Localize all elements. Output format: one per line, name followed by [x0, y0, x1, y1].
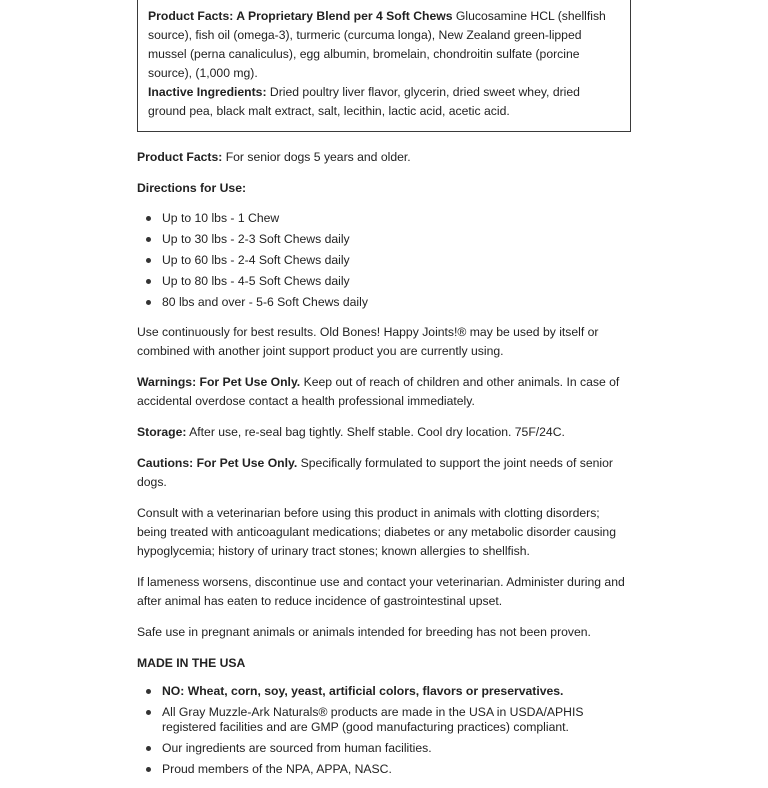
cautions-label: Cautions: For Pet Use Only. — [137, 456, 298, 470]
list-item: 80 lbs and over - 5-6 Soft Chews daily — [137, 293, 631, 312]
no-ingredients-text: NO: Wheat, corn, soy, yeast, artificial colors, flavors or preservatives. — [162, 684, 564, 698]
list-item: Our ingredients are sourced from human facilities. — [137, 741, 631, 756]
directions-heading: Directions for Use: — [137, 181, 247, 195]
ingredients-facts-box — [137, 0, 631, 132]
lameness-paragraph: If lameness worsens, discontinue use and contact your veterinarian. Administer during and after animal has eaten to reduce incidence of gastrointestinal upset. — [137, 575, 625, 608]
cautions-text: Specifically formulated to support the joint needs of senior dogs. — [137, 456, 613, 489]
list-item — [137, 684, 631, 699]
storage-text: After use, re-seal bag tightly. Shelf stable. Cool dry location. 75F/24C. — [186, 425, 565, 439]
storage-paragraph — [137, 423, 631, 442]
safe-use-paragraph: Safe use in pregnant animals or animals intended for breeding has not been proven. — [137, 625, 591, 639]
inactive-ingredients-label: Inactive Ingredients: — [148, 85, 267, 99]
warnings-label: Warnings: For Pet Use Only. — [137, 375, 301, 389]
inactive-ingredients-text: Dried poultry liver flavor, glycerin, dried sweet whey, dried ground pea, black malt extract, salt, lecithin, lactic acid, acetic acid. — [148, 85, 580, 118]
inactive-ingredients-paragraph — [148, 83, 620, 121]
list-item: Proud members of the NPA, APPA, NASC. — [137, 762, 631, 777]
storage-label: Storage: — [137, 425, 187, 439]
made-in-usa-list — [137, 684, 631, 777]
made-in-usa-heading: MADE IN THE USA — [137, 656, 246, 670]
list-item: All Gray Muzzle-Ark Naturals® products are made in the USA in USDA/APHIS registered facilities and are GMP (good manufacturing practices) compliant. — [137, 705, 631, 735]
list-item: Up to 60 lbs - 2-4 Soft Chews daily — [137, 251, 631, 270]
proprietary-blend-label: Product Facts: A Proprietary Blend per 4 Soft Chews — [148, 9, 453, 23]
proprietary-blend-text: Glucosamine HCL (shellfish source), fish oil (omega-3), turmeric (curcuma longa), New Zealand green-lipped mussel (perna canaliculus), egg albumin, bromelain, chondroitin sulfate (porcine source), (1,000 mg). — [148, 9, 606, 80]
warnings-text: Keep out of reach of children and other animals. In case of accidental overdose contact a health professional immediately. — [137, 375, 620, 408]
warnings-paragraph — [137, 373, 631, 411]
directions-list — [137, 209, 631, 312]
list-item: Up to 10 lbs - 1 Chew — [137, 209, 631, 228]
use-continuously-paragraph: Use continuously for best results. Old Bones! Happy Joints!® may be used by itself or combined with another joint support product you are currently using. — [137, 325, 599, 358]
proprietary-blend-paragraph — [148, 7, 620, 83]
product-info-page — [137, 0, 631, 788]
product-facts-text: For senior dogs 5 years and older. — [222, 150, 411, 164]
product-facts-paragraph — [137, 148, 631, 167]
list-item: Up to 30 lbs - 2-3 Soft Chews daily — [137, 230, 631, 249]
product-facts-label: Product Facts: — [137, 150, 223, 164]
list-item: Up to 80 lbs - 4-5 Soft Chews daily — [137, 272, 631, 291]
consult-veterinarian-paragraph: Consult with a veterinarian before using this product in animals with clotting disorders; being treated with anticoagulant medications; diabetes or any metabolic disorder causing hypoglycemia; history of urinary tract stones; known allergies to shellfish. — [137, 506, 616, 558]
cautions-paragraph — [137, 454, 631, 492]
